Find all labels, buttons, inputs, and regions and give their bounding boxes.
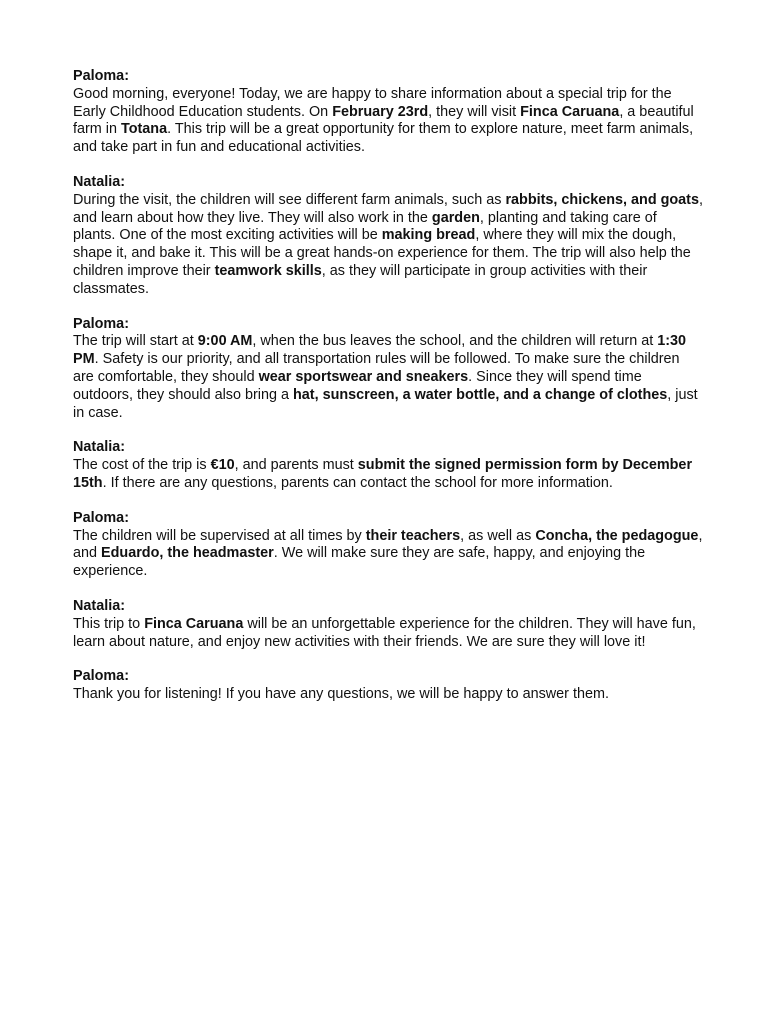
- text-segment: The cost of the trip is: [73, 457, 211, 474]
- text-segment: . We will make sure they are safe, happy, and enjoying the experience.: [73, 545, 646, 580]
- speaker-name: Paloma:: [73, 315, 129, 332]
- bold-return-time: 1:30 PM: [73, 333, 687, 368]
- text-segment: , a beautiful farm in: [73, 103, 694, 138]
- dialogue-text: [73, 86, 703, 157]
- dialogue-block: [73, 510, 703, 581]
- bold-deadline: submit the signed permission form by December 15th: [73, 457, 693, 491]
- bold-town: Totana: [120, 121, 168, 138]
- dialogue-block: [73, 68, 703, 157]
- dialogue-text: [73, 528, 703, 581]
- bold-farm-name: Finca Caruana: [144, 615, 244, 632]
- speaker-name: Paloma:: [73, 668, 129, 685]
- dialogue-block: [73, 668, 703, 704]
- bold-start-time: 9:00 AM: [197, 333, 253, 350]
- speaker-name: Natalia:: [73, 439, 125, 456]
- bold-pedagogue: Concha, the pedagogue: [535, 527, 699, 544]
- text-segment: , when the bus leaves the school, and the children will return at: [252, 333, 658, 350]
- text-segment: , and parents must: [234, 457, 358, 474]
- speaker-name: Natalia:: [73, 597, 125, 614]
- text-segment: This trip to: [73, 615, 145, 632]
- speaker-name: Paloma:: [73, 68, 129, 84]
- bold-date: February 23rd: [332, 103, 429, 120]
- bold-skills: teamwork skills: [214, 262, 322, 279]
- dialogue-text: [73, 457, 703, 493]
- dialogue-text: [73, 686, 703, 704]
- text-segment: , and learn about how they live. They will also work in the: [73, 191, 703, 226]
- bold-farm-name: Finca Caruana: [520, 103, 620, 120]
- dialogue-document: [73, 68, 703, 721]
- dialogue-block: [73, 174, 703, 299]
- text-segment: will be an unforgettable experience for the children. They will have fun, learn about nature, and enjoy new activities with their friends. We are sure they will love it!: [73, 615, 696, 650]
- text-segment: , they will visit: [428, 103, 521, 120]
- text-segment: . This trip will be a great opportunity for them to explore nature, meet farm animals, and take part in fun and educational activities.: [73, 121, 694, 156]
- text-segment: , as well as: [460, 527, 536, 544]
- bold-clothing: wear sportswear and sneakers: [258, 368, 469, 385]
- text-segment: . Safety is our priority, and all transportation rules will be followed. To make sure the children are comfortable, they should: [73, 351, 680, 385]
- text-segment: , planting and taking care of plants. One of the most exciting activities will be: [73, 209, 657, 244]
- text-segment: , just in case.: [73, 386, 698, 421]
- dialogue-block: [73, 439, 703, 492]
- text-segment: The children will be supervised at all times by: [73, 527, 366, 544]
- bold-headmaster: Eduardo, the headmaster: [101, 545, 274, 562]
- text-segment: . If there are any questions, parents can contact the school for more information.: [102, 474, 613, 491]
- bold-cost: €10: [210, 457, 235, 474]
- speaker-name: Paloma:: [73, 509, 129, 526]
- text-segment: The trip will start at: [73, 333, 198, 350]
- bold-items: hat, sunscreen, a water bottle, and a change of clothes: [293, 386, 668, 403]
- dialogue-text: [73, 192, 703, 299]
- text-segment: Good morning, everyone! Today, we are happy to share information about a special trip for the Early Childhood Education students. On: [73, 85, 672, 120]
- dialogue-text: [73, 333, 703, 422]
- bold-animals: rabbits, chickens, and goats: [505, 191, 699, 208]
- dialogue-block: [73, 598, 703, 651]
- text-segment: , as they will participate in group activities with their classmates.: [73, 262, 648, 297]
- speaker-name: Natalia:: [73, 173, 125, 190]
- text-segment: During the visit, the children will see different farm animals, such as: [73, 191, 506, 208]
- bold-activity: making bread: [381, 227, 476, 244]
- dialogue-text: [73, 616, 703, 652]
- text-segment: , where they will mix the dough, shape it, and bake it. This will be a great hands-on experience for them. The trip will also help the children improve their: [73, 227, 691, 279]
- text-segment: . Since they will spend time outdoors, they should also bring a: [73, 368, 642, 403]
- bold-teachers: their teachers: [365, 527, 461, 544]
- bold-garden: garden: [431, 209, 480, 226]
- text-segment: Thank you for listening! If you have any questions, we will be happy to answer them.: [73, 686, 609, 703]
- dialogue-block: [73, 316, 703, 423]
- text-segment: , and: [73, 527, 703, 562]
